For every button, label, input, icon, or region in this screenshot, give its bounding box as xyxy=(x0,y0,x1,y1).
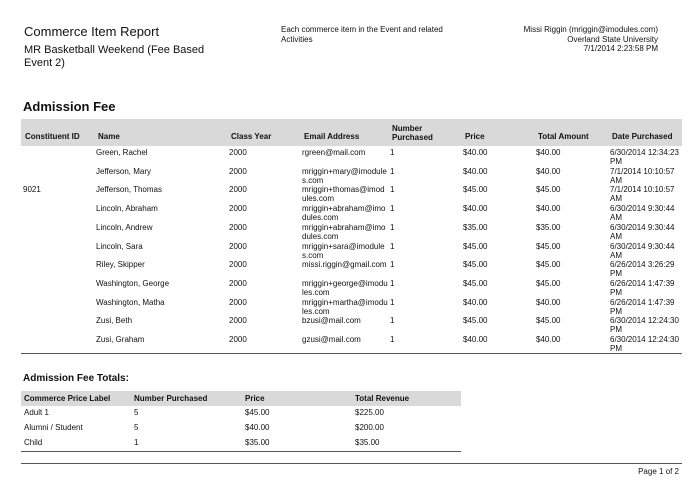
table-row xyxy=(21,204,682,223)
col-class-year: Class Year xyxy=(231,132,272,141)
footer-rule xyxy=(21,463,682,464)
table-row xyxy=(21,298,682,317)
cell-price: $45.00 xyxy=(463,260,488,270)
totals-header xyxy=(21,391,461,406)
cell-price: $45.00 xyxy=(463,185,488,195)
table-row xyxy=(21,167,682,186)
cell-class-year: 2000 xyxy=(229,241,247,251)
cell-email: mriggin+thomas@imodules.com xyxy=(302,185,385,204)
cell-date-purchased: 7/1/2014 10:10:57 AM xyxy=(610,185,675,204)
cell-class-year: 2000 xyxy=(229,260,247,270)
user-line: Missi Riggin (mriggin@imodules.com) xyxy=(523,25,658,34)
cell-email: mriggin+abraham@imodules.com xyxy=(302,204,386,223)
totals-cell-number-purchased: 5 xyxy=(134,423,139,432)
table-row xyxy=(21,335,682,354)
cell-number-purchased: 1 xyxy=(390,185,395,195)
totals-cell-number-purchased: 1 xyxy=(134,438,139,447)
cell-price: $40.00 xyxy=(463,148,488,157)
totals-cell-number-purchased: 5 xyxy=(134,408,139,417)
section-title: Admission Fee xyxy=(23,99,116,114)
cell-date-purchased: 6/26/2014 1:47:39 PM xyxy=(610,297,675,316)
cell-price: $35.00 xyxy=(463,222,488,232)
col-email: Email Address xyxy=(304,132,360,141)
cell-price: $40.00 xyxy=(463,335,488,344)
totals-cell-total-revenue: $200.00 xyxy=(355,423,384,432)
cell-number-purchased: 1 xyxy=(390,241,395,251)
cell-name: Jefferson, Mary xyxy=(96,166,151,176)
cell-number-purchased: 1 xyxy=(390,316,395,326)
totals-cell-label: Adult 1 xyxy=(24,408,49,417)
date-line: 7/1/2014 2:23:58 PM xyxy=(583,44,658,53)
cell-price: $45.00 xyxy=(463,278,488,288)
cell-class-year: 2000 xyxy=(229,204,247,214)
cell-total-amount: $45.00 xyxy=(536,241,561,251)
table-row xyxy=(21,260,682,279)
totals-cell-total-revenue: $35.00 xyxy=(355,438,380,447)
cell-number-purchased: 1 xyxy=(390,260,395,270)
table-row xyxy=(21,316,682,335)
cell-email: gzusi@mail.com xyxy=(302,335,361,344)
cell-total-amount: $40.00 xyxy=(536,166,561,176)
cell-email: mriggin+abraham@imodules.com xyxy=(302,222,386,241)
totals-cell-price: $40.00 xyxy=(245,423,270,432)
cell-name: Lincoln, Sara xyxy=(96,241,143,251)
totals-bottom-rule xyxy=(21,451,461,452)
col-constituent-id: Constituent ID xyxy=(25,132,80,141)
totals-cell-price: $35.00 xyxy=(245,438,270,447)
cell-number-purchased: 1 xyxy=(390,222,395,232)
cell-number-purchased: 1 xyxy=(390,278,395,288)
cell-price: $45.00 xyxy=(463,316,488,326)
report-description: Each commerce item in the Event and related Activities xyxy=(281,25,443,44)
cell-price: $40.00 xyxy=(463,204,488,214)
cell-date-purchased: 6/30/2014 9:30:44 AM xyxy=(610,204,675,223)
table-row xyxy=(21,223,682,242)
cell-email: mriggin+george@imodules.com xyxy=(302,278,388,297)
col-price: Price xyxy=(465,132,485,141)
cell-name: Lincoln, Abraham xyxy=(96,204,158,214)
cell-total-amount: $40.00 xyxy=(536,335,561,344)
page-number: Page 1 of 2 xyxy=(638,467,679,476)
cell-total-amount: $40.00 xyxy=(536,204,561,214)
org-line: Overland State University xyxy=(567,34,658,44)
cell-number-purchased: 1 xyxy=(390,166,395,176)
cell-name: Green, Rachel xyxy=(96,148,148,157)
cell-class-year: 2000 xyxy=(229,335,247,344)
cell-date-purchased: 6/30/2014 12:24:30 PM xyxy=(610,316,679,335)
table-row xyxy=(21,148,682,167)
cell-price: $45.00 xyxy=(463,241,488,251)
cell-class-year: 2000 xyxy=(229,185,247,195)
table-header xyxy=(21,119,682,146)
col-totals-price: Price xyxy=(245,394,265,403)
cell-price: $40.00 xyxy=(463,297,488,307)
cell-date-purchased: 7/1/2014 10:10:57 AM xyxy=(610,166,675,185)
col-totals-number-purchased: Number Purchased xyxy=(134,394,208,403)
cell-total-amount: $35.00 xyxy=(536,222,561,232)
cell-price: $40.00 xyxy=(463,166,488,176)
cell-email: rgreen@mail.com xyxy=(302,148,366,157)
cell-class-year: 2000 xyxy=(229,166,247,176)
cell-date-purchased: 6/26/2014 1:47:39 PM xyxy=(610,278,675,297)
table-row xyxy=(21,279,682,298)
cell-date-purchased: 6/30/2014 9:30:44 AM xyxy=(610,222,675,241)
cell-constituent-id: 9021 xyxy=(23,185,41,195)
cell-number-purchased: 1 xyxy=(390,204,395,214)
report-title: Commerce Item Report xyxy=(24,24,160,39)
col-price-label: Commerce Price Label xyxy=(24,394,111,403)
cell-total-amount: $40.00 xyxy=(536,297,561,307)
col-date-purchased: Date Purchased xyxy=(612,132,673,141)
cell-email: mriggin+martha@imodules.com xyxy=(302,297,388,316)
table-row xyxy=(21,185,682,204)
cell-class-year: 2000 xyxy=(229,297,247,307)
cell-name: Zusi, Graham xyxy=(96,335,145,344)
cell-total-amount: $45.00 xyxy=(536,185,561,195)
cell-date-purchased: 6/30/2014 9:30:44 AM xyxy=(610,241,675,260)
cell-name: Washington, George xyxy=(96,278,170,288)
cell-email: mriggin+mary@imodules.com xyxy=(302,166,387,185)
cell-date-purchased: 6/30/2014 12:34:23 PM xyxy=(610,148,679,166)
cell-number-purchased: 1 xyxy=(390,335,395,344)
event-name: MR Basketball Weekend (Fee Based Event 2) xyxy=(24,44,205,69)
cell-name: Lincoln, Andrew xyxy=(96,222,153,232)
cell-total-amount: $45.00 xyxy=(536,260,561,270)
cell-number-purchased: 1 xyxy=(390,297,395,307)
cell-name: Zusi, Beth xyxy=(96,316,133,326)
totals-row xyxy=(21,438,461,457)
cell-email: missi.riggin@gmail.com xyxy=(302,260,387,270)
cell-total-amount: $45.00 xyxy=(536,316,561,326)
cell-date-purchased: 6/26/2014 3:26:29 PM xyxy=(610,260,675,279)
table-row xyxy=(21,242,682,261)
col-name: Name xyxy=(98,132,120,141)
cell-name: Jefferson, Thomas xyxy=(96,185,162,195)
cell-class-year: 2000 xyxy=(229,222,247,232)
cell-class-year: 2000 xyxy=(229,316,247,326)
totals-title: Admission Fee Totals: xyxy=(23,373,129,384)
cell-class-year: 2000 xyxy=(229,148,247,157)
totals-cell-total-revenue: $225.00 xyxy=(355,408,384,417)
table-bottom-rule xyxy=(21,353,682,354)
totals-cell-label: Child xyxy=(24,438,43,447)
cell-number-purchased: 1 xyxy=(390,148,395,157)
cell-email: bzusi@mail.com xyxy=(302,316,361,326)
cell-total-amount: $45.00 xyxy=(536,278,561,288)
cell-name: Riley, Skipper xyxy=(96,260,145,270)
cell-total-amount: $40.00 xyxy=(536,148,561,157)
cell-name: Washington, Matha xyxy=(96,297,165,307)
cell-class-year: 2000 xyxy=(229,278,247,288)
totals-cell-price: $45.00 xyxy=(245,408,270,417)
col-total-revenue: Total Revenue xyxy=(355,394,410,403)
cell-date-purchased: 6/30/2014 12:24:30 PM xyxy=(610,335,679,353)
col-total-amount: Total Amount xyxy=(538,132,589,141)
report-user-info xyxy=(398,25,658,54)
totals-cell-label: Alumni / Student xyxy=(24,423,83,432)
cell-email: mriggin+sara@imodules.com xyxy=(302,241,385,260)
col-number-purchased: Number Purchased xyxy=(392,124,433,142)
